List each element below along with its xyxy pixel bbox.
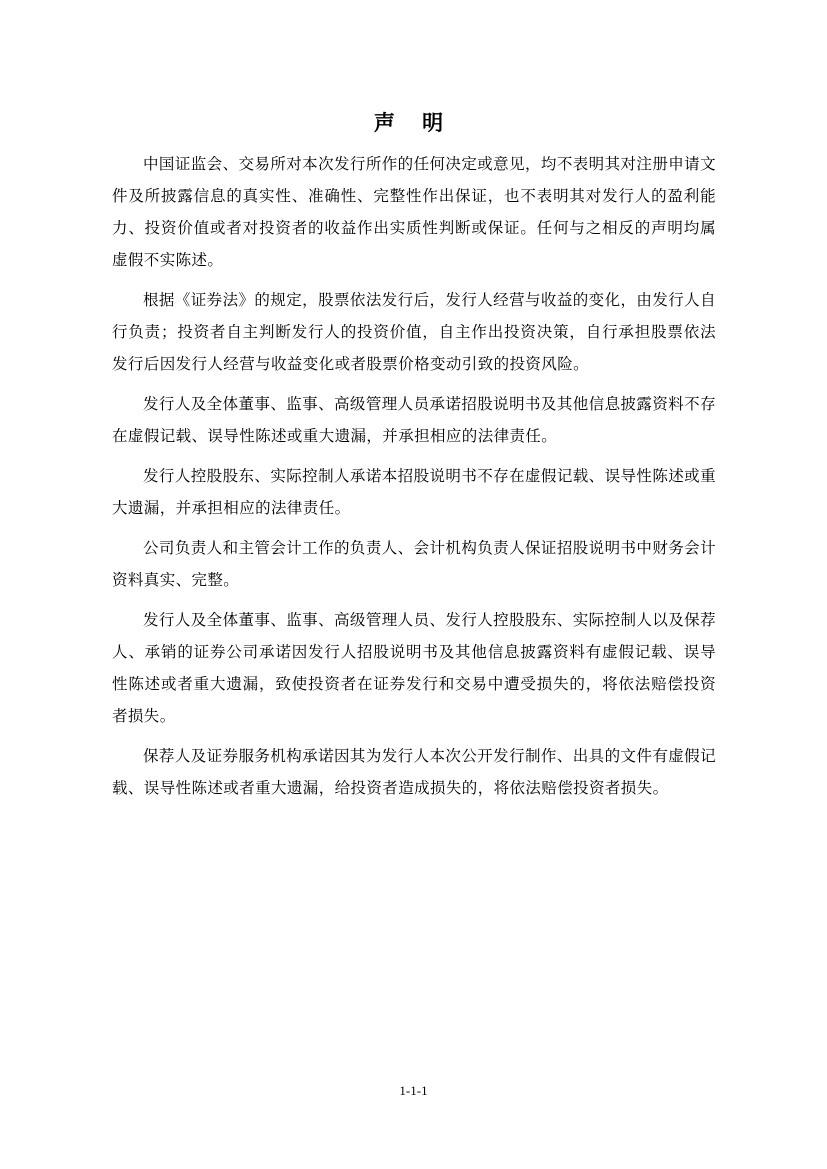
- page-title: 声 明: [373, 111, 454, 135]
- paragraph-regulator-disclaimer: 中国证监会、交易所对本次发行所作的任何决定或意见，均不表明其对注册申请文件及所披露信息的真实性、准确性、完整性作出保证，也不表明其对发行人的盈利能力、投资价值或者对投资者的收益作出实质性判断或保证。任何与之相反的声明均属虚假不实陈述。: [112, 155, 716, 269]
- paragraph-investment-risk: 根据《证券法》的规定，股票依法发行后，发行人经营与收益的变化，由发行人自行负责；投资者自主判断发行人的投资价值，自主作出投资决策，自行承担股票依法发行后因发行人经营与收益变化或者股票价格变动引致的投资风险。: [112, 291, 716, 373]
- paragraph-controller-commitment: 发行人控股股东、实际控制人承诺本招股说明书不存在虚假记载、误导性陈述或重大遗漏，并承担相应的法律责任。: [112, 467, 716, 517]
- statement-body: [112, 148, 716, 812]
- page-number: 1-1-1: [399, 1083, 428, 1098]
- paragraph-compensation-commitment: 发行人及全体董事、监事、高级管理人员、发行人控股股东、实际控制人以及保荐人、承销的证券公司承诺因发行人招股说明书及其他信息披露资料有虚假记载、误导性陈述或者重大遗漏，致使投资者在证券发行和交易中遭受损失的，将依法赔偿投资者损失。: [112, 611, 716, 725]
- paragraph-sponsor-commitment: 保荐人及证券服务机构承诺因其为发行人本次公开发行制作、出具的文件有虚假记载、误导性陈述或者重大遗漏，给投资者造成损失的，将依法赔偿投资者损失。: [112, 747, 716, 797]
- paragraph-directors-commitment: 发行人及全体董事、监事、高级管理人员承诺招股说明书及其他信息披露资料不存在虚假记载、误导性陈述或重大遗漏，并承担相应的法律责任。: [112, 395, 716, 445]
- paragraph-accounting-guarantee: 公司负责人和主管会计工作的负责人、会计机构负责人保证招股说明书中财务会计资料真实、完整。: [112, 539, 716, 589]
